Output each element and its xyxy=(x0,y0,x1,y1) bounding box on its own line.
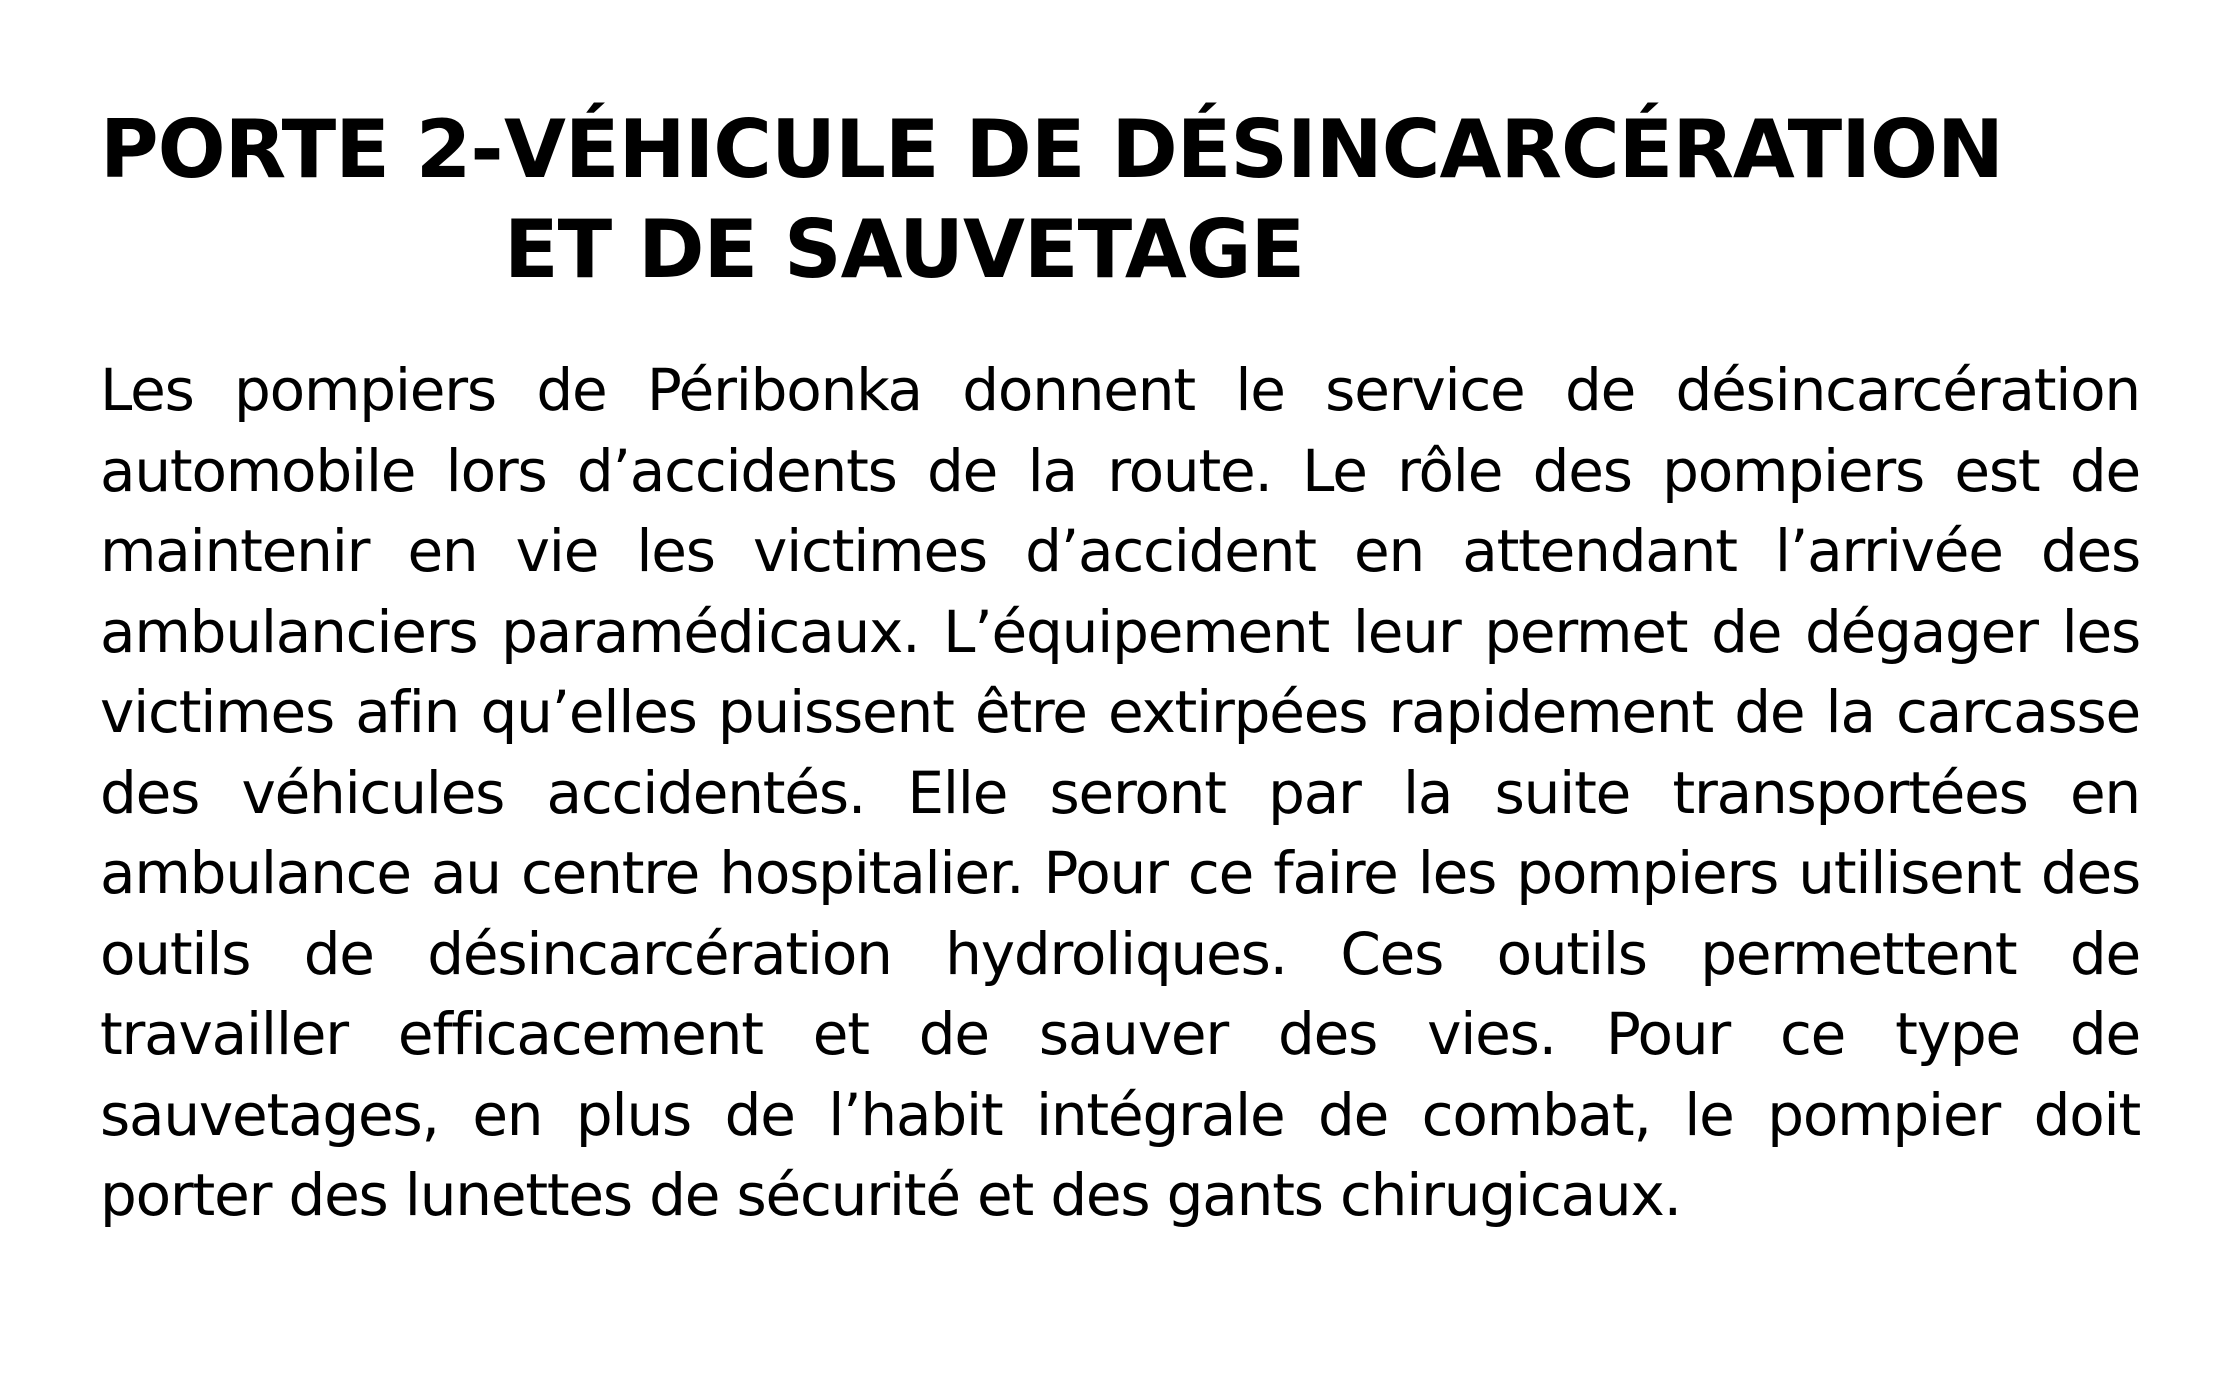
title-line-1: VÉHICULE DE DÉSINCARCÉRATION xyxy=(504,103,2003,196)
title-line-2: ET DE SAUVETAGE xyxy=(504,203,1305,296)
title-prefix: PORTE 2- xyxy=(100,103,503,196)
body-paragraph: Les pompiers de Péribonka donnent le service de désincarcération automobile lors d’accidents de la route. Le rôle des pompiers est de maintenir en vie les victimes d’accident en attendant l’arrivée des ambulanciers paramédicaux. L’équipement leur permet de dégager les victimes afin qu’elles puissent être extirpées rapidement de la carcasse des véhicules accidentés. Elle seront par la suite transportées en ambulance au centre hospitalier. Pour ce faire les pompiers utilisent des outils de désincarcération hydroliques. Ces outils permettent de travailler efficacement et de sauver des vies. Pour ce type de sauvetages, en plus de l’habit intégrale de combat, le pompier doit porter des lunettes de sécurité et des gants chirugicaux. xyxy=(100,356,2140,1229)
page-title xyxy=(100,100,2003,300)
